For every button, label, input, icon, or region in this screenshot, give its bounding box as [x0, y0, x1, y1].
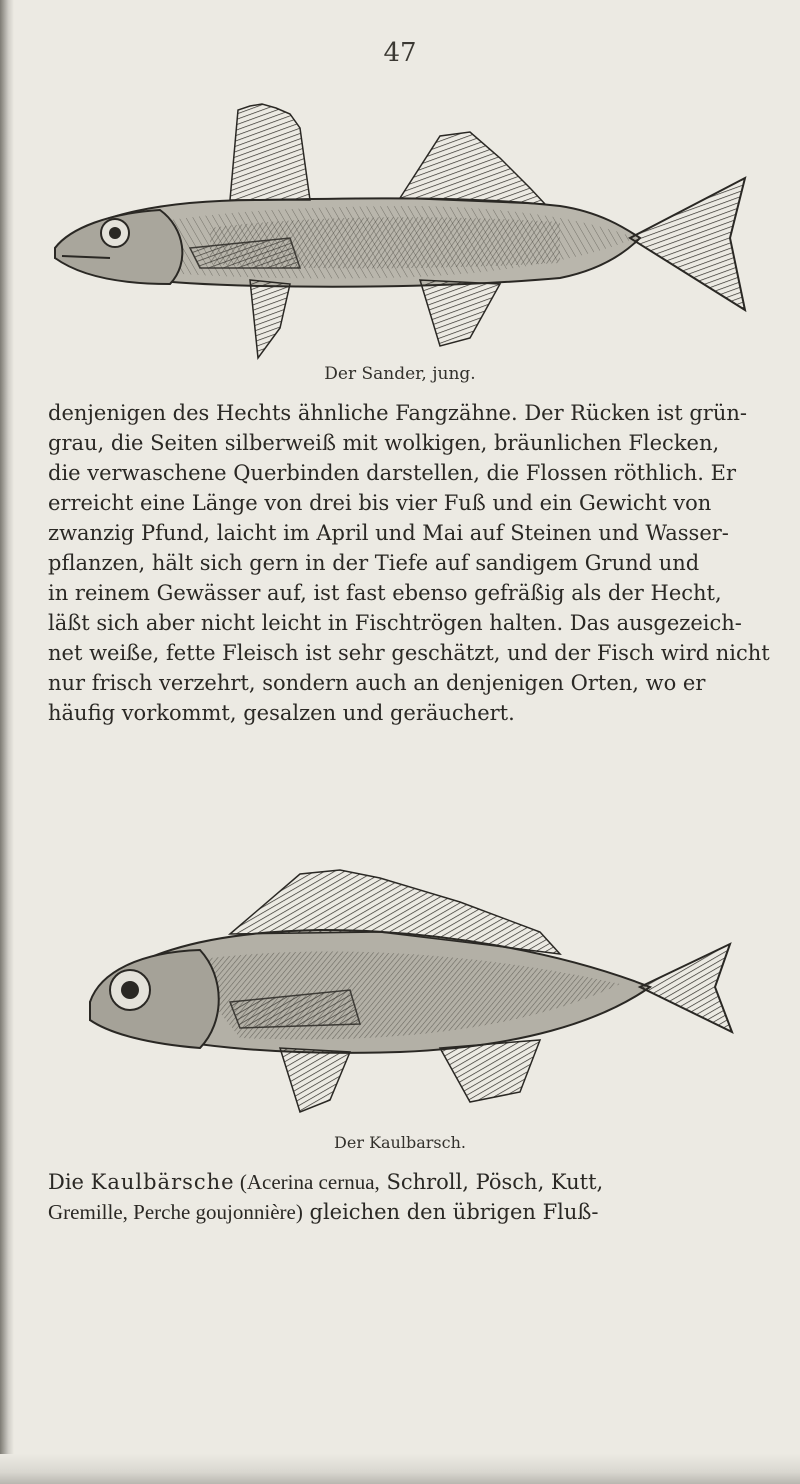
text-line: läßt sich aber nicht leicht in Fischtrögen halten. Das ausgezeich-	[48, 611, 742, 635]
text-segment: Schroll, Pösch, Kutt,	[379, 1170, 604, 1194]
text-line: häufig vorkommt, gesalzen und geräuchert.	[48, 701, 515, 725]
zander-fish-illustration	[0, 88, 800, 373]
text-segment: gleichen den übrigen Fluß-	[302, 1200, 599, 1224]
body-paragraph-2	[48, 1167, 788, 1227]
text-line: die verwaschene Querbinden darstellen, die Flossen röthlich. Er	[48, 461, 737, 485]
latin-name: (Acerina cernua,	[234, 1170, 380, 1194]
ruffe-fish-illustration	[0, 862, 800, 1132]
text-line	[48, 1167, 788, 1197]
text-line: denjenigen des Hechts ähnliche Fangzähne. Der Rücken ist grün-	[48, 401, 747, 425]
figure-caption-zander: Der Sander, jung.	[324, 364, 476, 384]
text-line	[48, 1197, 788, 1227]
text-line: pflanzen, hält sich gern in der Tiefe auf sandigem Grund und	[48, 551, 700, 575]
body-paragraph-1	[48, 398, 788, 728]
french-name: Gremille, Perche goujonnière)	[48, 1200, 303, 1224]
page-number: 47	[383, 38, 417, 68]
text-line: nur frisch verzehrt, sondern auch an denjenigen Orten, wo er	[48, 671, 706, 695]
text-segment: Die	[48, 1170, 91, 1194]
text-line: grau, die Seiten silberweiß mit wolkigen, bräunlichen Flecken,	[48, 431, 720, 455]
page-bottom-edge	[0, 1454, 800, 1484]
text-line: erreicht eine Länge von drei bis vier Fuß und ein Gewicht von	[48, 491, 712, 515]
text-line: zwanzig Pfund, laicht im April und Mai auf Steinen und Wasser-	[48, 521, 729, 545]
figure-ruffe	[0, 862, 800, 1132]
figure-caption-ruffe: Der Kaulbarsch.	[334, 1133, 466, 1152]
text-line: net weiße, fette Fleisch ist sehr geschätzt, und der Fisch wird nicht	[48, 641, 770, 665]
text-line: in reinem Gewässer auf, ist fast ebenso gefräßig als der Hecht,	[48, 581, 722, 605]
species-name: Kaulbärsche	[90, 1170, 235, 1194]
figure-zander	[0, 88, 800, 373]
